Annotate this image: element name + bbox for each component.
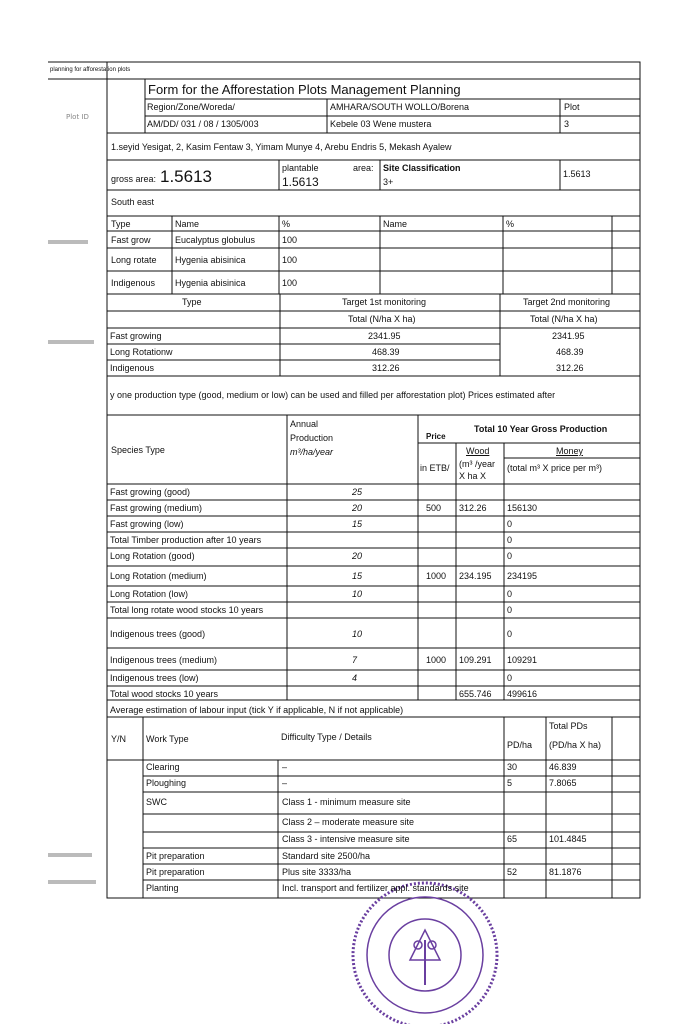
- labour-cell: Incl. transport and fertilizer appl. standards site: [282, 883, 469, 893]
- production-cell: 0: [507, 551, 513, 561]
- species-name: Hygenia abisinica: [175, 278, 246, 288]
- total1-label: Total (N/ha X ha): [348, 314, 416, 324]
- site-class-label: Site Classification: [383, 163, 461, 173]
- production-cell: 1000: [426, 655, 447, 665]
- labour-cell: 7.8065: [549, 778, 577, 788]
- site-class-value: 3+: [383, 177, 394, 187]
- target-row-type: Fast growing: [110, 331, 162, 341]
- labour-intro: Average estimation of labour input (tick Y if applicable, N if not applicable): [110, 705, 404, 715]
- production-cell: 0: [507, 673, 513, 683]
- production-note: y one production type (good, medium or low) can be used and filled per afforestation plot) Prices estimated after: [110, 390, 556, 400]
- office-stamp: [353, 883, 497, 1024]
- difficulty-label: Difficulty Type / Details: [281, 732, 372, 742]
- kebele-value: Kebele 03 Wene mustera: [330, 119, 432, 129]
- price-label: Price: [426, 432, 446, 441]
- wood-label: Wood: [466, 446, 490, 456]
- target-row-t2: 2341.95: [552, 331, 585, 341]
- price-unit: in ETB/: [420, 463, 450, 473]
- labour-cell: Class 2 – moderate measure site: [282, 817, 415, 827]
- total-pd-label-1: Total PDs: [549, 721, 588, 731]
- plot-id-label: Plot ID: [66, 113, 89, 121]
- production-cell: 20: [352, 551, 363, 561]
- margin-scribble: [48, 240, 88, 244]
- production-row-label: Indigenous trees (good): [110, 629, 206, 639]
- production-row-label: Indigenous trees (low): [110, 673, 199, 683]
- target-row-t1: 468.39: [372, 347, 400, 357]
- labour-cell: 65: [507, 834, 518, 844]
- species-pct: 100: [282, 278, 298, 288]
- margin-scribble: [48, 340, 94, 344]
- species-pct: 100: [282, 255, 298, 265]
- form-title: Form for the Afforestation Plots Management Planning: [148, 82, 461, 97]
- production-cell: 109291: [507, 655, 538, 665]
- labour-cell: 81.1876: [549, 867, 582, 877]
- species-header-name2: Name: [383, 219, 408, 229]
- production-cell: 0: [507, 535, 513, 545]
- margin-scribble: [48, 880, 96, 884]
- production-row-label: Long Rotation (good): [110, 551, 195, 561]
- production-cell: 234.195: [459, 571, 492, 581]
- production-cell: 15: [352, 519, 363, 529]
- target-row-type: Long Rotationw: [110, 347, 173, 357]
- production-cell: 25: [352, 487, 363, 497]
- labour-cell: –: [282, 762, 288, 772]
- target1-label: Target 1st monitoring: [342, 297, 427, 307]
- production-cell: 0: [507, 605, 513, 615]
- pd-label: PD/ha: [507, 740, 533, 750]
- annual-label-2: Production: [290, 433, 334, 443]
- production-row-label: Long Rotation (low): [110, 589, 189, 599]
- production-cell: 20: [352, 503, 363, 513]
- species-type: Indigenous: [111, 278, 156, 288]
- gross-area-label: gross area:: [111, 174, 157, 184]
- plot-label: Plot: [564, 102, 580, 112]
- labour-cell: –: [282, 778, 288, 788]
- labour-cell: Plus site 3333/ha: [282, 867, 352, 877]
- plot-value: 3: [564, 119, 570, 129]
- species-type: Fast grow: [111, 235, 151, 245]
- area-label: area:: [353, 163, 374, 173]
- targets-type-label: Type: [182, 297, 202, 307]
- labour-work-type: Pit preparation: [146, 867, 205, 877]
- labour-cell: Standard site 2500/ha: [282, 851, 371, 861]
- species-type-label: Species Type: [111, 445, 165, 455]
- production-row-label: Indigenous trees (medium): [110, 655, 218, 665]
- target-row-t1: 312.26: [372, 363, 400, 373]
- production-row-label: Fast growing (low): [110, 519, 184, 529]
- production-cell: 4: [352, 673, 358, 683]
- production-cell: 1000: [426, 571, 447, 581]
- labour-cell: Class 1 - minimum measure site: [282, 797, 411, 807]
- money-label: Money: [556, 446, 584, 456]
- labour-work-type: Planting: [146, 883, 179, 893]
- site-area-value: 1.5613: [563, 169, 591, 179]
- species-type: Long rotate: [111, 255, 157, 265]
- species-name: Eucalyptus globulus: [175, 235, 256, 245]
- wood-unit-1: (m³ /year: [459, 459, 495, 469]
- production-cell: 655.746: [459, 689, 492, 699]
- production-row-label: Total wood stocks 10 years: [110, 689, 219, 699]
- production-cell: 109.291: [459, 655, 492, 665]
- production-cell: 10: [352, 629, 363, 639]
- species-name: Hygenia abisinica: [175, 255, 246, 265]
- wood-unit-2: X ha X: [459, 471, 487, 481]
- labour-cell: Class 3 - intensive measure site: [282, 834, 410, 844]
- production-cell: 0: [507, 629, 513, 639]
- species-header-name: Name: [175, 219, 200, 229]
- region-value: AMHARA/SOUTH WOLLO/Borena: [330, 102, 470, 112]
- amdd-value: AM/DD/ 031 / 08 / 1305/003: [147, 119, 259, 129]
- production-cell: 15: [352, 571, 363, 581]
- target-row-t2: 468.39: [556, 347, 584, 357]
- production-cell: 0: [507, 589, 513, 599]
- production-cell: 10: [352, 589, 363, 599]
- production-cell: 0: [507, 519, 513, 529]
- production-row-label: Fast growing (good): [110, 487, 191, 497]
- production-row-label: Fast growing (medium): [110, 503, 203, 513]
- production-cell: 234195: [507, 571, 538, 581]
- members: 1.seyid Yesigat, 2, Kasim Fentaw 3, Yimam Munye 4, Arebu Endris 5, Mekash Ayalew: [111, 142, 452, 152]
- production-row-label: Long Rotation (medium): [110, 571, 207, 581]
- target2-label: Target 2nd monitoring: [523, 297, 611, 307]
- header-strip: planning for afforestation plots: [50, 67, 131, 73]
- production-cell: 499616: [507, 689, 538, 699]
- region-label: Region/Zone/Woreda/: [147, 102, 235, 112]
- production-cell: 7: [352, 655, 358, 665]
- labour-cell: 46.839: [549, 762, 577, 772]
- target-row-t1: 2341.95: [368, 331, 401, 341]
- total-pd-label-2: (PD/ha X ha): [549, 740, 602, 750]
- labour-work-type: Pit preparation: [146, 851, 205, 861]
- production-cell: 156130: [507, 503, 538, 513]
- labour-cell: 101.4845: [549, 834, 587, 844]
- target-row-t2: 312.26: [556, 363, 584, 373]
- annual-label-1: Annual: [290, 419, 319, 429]
- plantable-label: plantable: [282, 163, 319, 173]
- labour-work-type: Ploughing: [146, 778, 187, 788]
- species-pct: 100: [282, 235, 298, 245]
- money-unit: (total m³ X price per m³): [507, 463, 603, 473]
- gross-area-value: 1.5613: [160, 167, 212, 186]
- species-header-pct: %: [282, 219, 291, 229]
- production-cell: 500: [426, 503, 442, 513]
- labour-work-type: SWC: [146, 797, 167, 807]
- species-header-type: Type: [111, 219, 131, 229]
- labour-work-type: Clearing: [146, 762, 180, 772]
- production-row-label: Total long rotate wood stocks 10 years: [110, 605, 264, 615]
- work-type-label: Work Type: [146, 734, 189, 744]
- production-cell: 312.26: [459, 503, 487, 513]
- annual-label-3: m³/ha/year: [290, 447, 334, 457]
- margin-scribble: [48, 853, 92, 857]
- plantable-value: 1.5613: [282, 175, 319, 189]
- species-header-pct2: %: [506, 219, 515, 229]
- production-row-label: Total Timber production after 10 years: [110, 535, 262, 545]
- total-production-label: Total 10 Year Gross Production: [474, 424, 608, 434]
- labour-cell: 52: [507, 867, 518, 877]
- yn-label: Y/N: [111, 734, 127, 744]
- labour-cell: 5: [507, 778, 513, 788]
- aspect: South east: [111, 197, 155, 207]
- labour-cell: 30: [507, 762, 518, 772]
- target-row-type: Indigenous: [110, 363, 155, 373]
- total2-label: Total (N/ha X ha): [530, 314, 598, 324]
